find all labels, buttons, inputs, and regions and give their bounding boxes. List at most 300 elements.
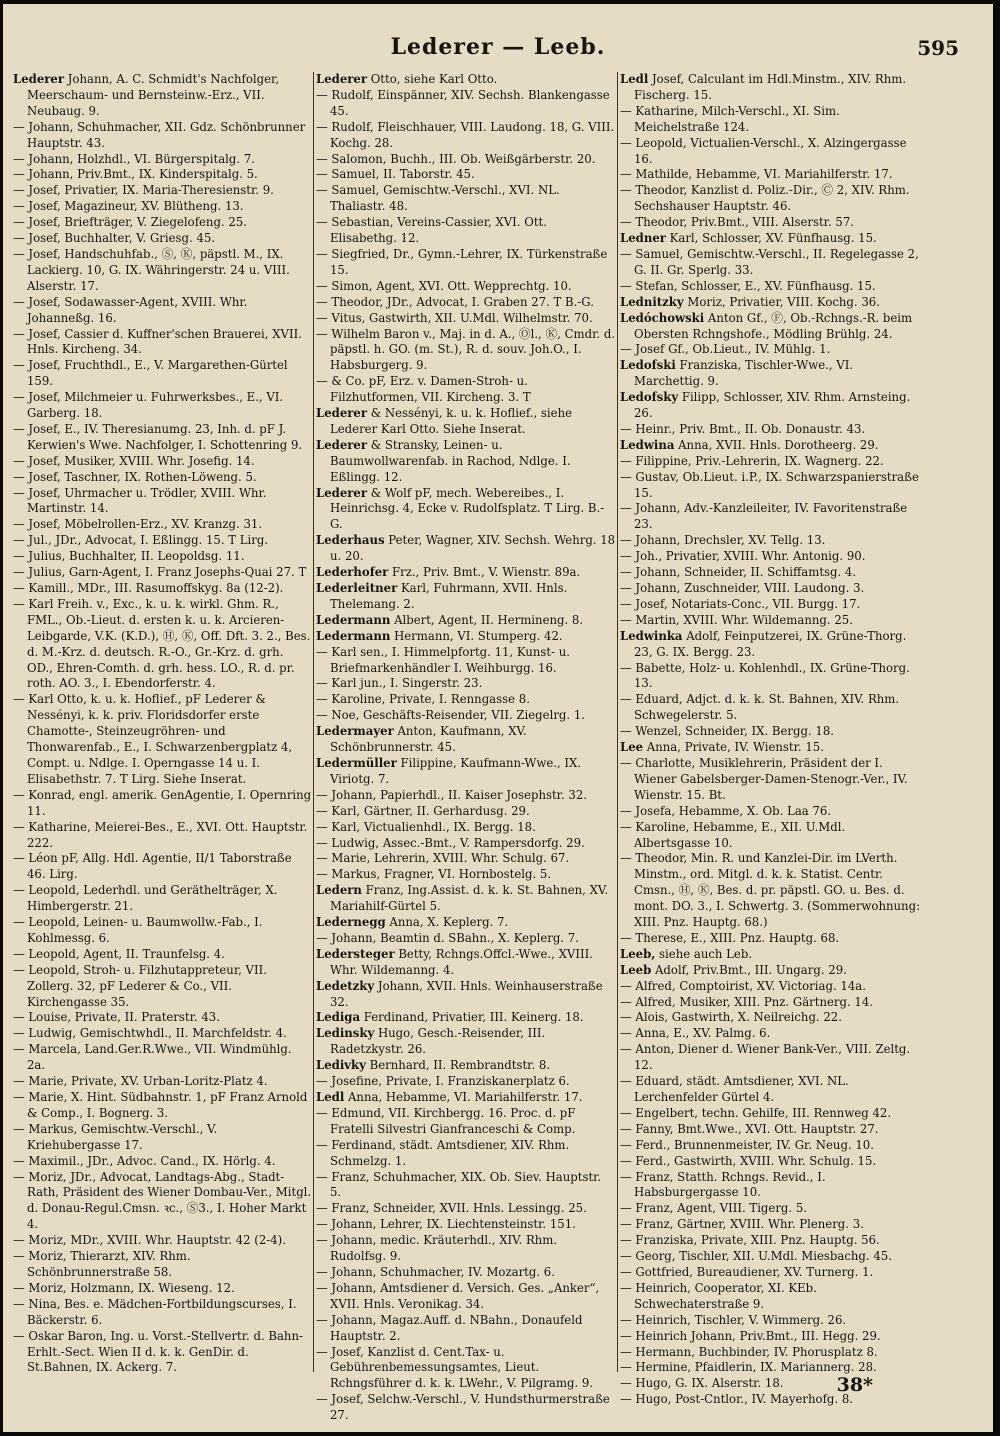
entry-text: Bernhard, II. Rembrandtstr. 8. (365, 1058, 551, 1073)
entry-text: Hugo, Gesch.-Reisender, III. Radetzkystr. 26. (330, 1026, 546, 1057)
entry-text: — Johann, Amtsdiener d. Versich. Ges. „Anker“, XVII. Hnls. Veronikag. 34. (316, 1280, 600, 1311)
directory-entry (620, 755, 923, 804)
entry-surname: Ledóchowski (620, 310, 705, 325)
entry-text: Anton Gf., Ⓕ, Ob.-Rchngs.-R. beim Obersten Rchngshofe., Mödling Brühlg. 24. (634, 310, 913, 341)
entry-text: Anna, Private, IV. Wienstr. 15. (643, 740, 824, 755)
directory-entry (316, 581, 616, 613)
entry-text: — Oskar Baron, Ing. u. Vorst.-Stellvertr. d. Bahn-Erhlt.-Sect. Wien II d. k. k. GenDir. d. St.Bahnen, IX. Ackerg. 7. (13, 1328, 303, 1375)
directory-entry (316, 676, 616, 692)
entry-text: — Martin, XVIII. Whr. Wildemanng. 25. (620, 612, 853, 627)
entry-text: — Josef, Handschuhfab., Ⓢ, Ⓚ, päpstl. M., IX. Lackierg. 10, G. IX. Währingerstr. 24 u. VIII. Alserstr. 17. (13, 246, 290, 293)
directory-entry (620, 660, 923, 693)
directory-entry (13, 72, 313, 120)
entry-text: — Johann, Schuhmacher, XII. Gdz. Schönbrunner Hauptstr. 43. (13, 119, 306, 150)
entry-text: — Johann, Priv.Bmt., IX. Kinderspitalg. 5. (13, 167, 258, 182)
entry-text: — Josef, Möbelrollen-Erz., XV. Kranzg. 31. (13, 517, 263, 532)
entry-surname: Lederer (316, 406, 368, 421)
entry-text: — Marie, Lehrerin, XVIII. Whr. Schulg. 67. (316, 851, 570, 866)
directory-entry (620, 1392, 923, 1408)
entry-text: — Josef Gf., Ob.Lieut., IV. Mühlg. 1. (620, 342, 831, 357)
entry-text: — Anna, E., XV. Palmg. 6. (620, 1026, 771, 1041)
directory-entry (13, 1010, 313, 1026)
directory-entry (316, 708, 616, 724)
directory-entry (620, 1328, 923, 1345)
directory-entry (13, 246, 313, 295)
entry-text: — Moriz, Holzmann, IX. Wieseng. 12. (13, 1280, 235, 1295)
entry-text: Franziska, Tischler-Wwe., VI. Marchettig. 9. (634, 358, 854, 389)
entry-text: — Charlotte, Musiklehrerin, Präsident der I. Wiener Gabelsberger-Damen-Stenogr.-Ver., IV. Wienstr. 15. Bt. (620, 755, 908, 802)
directory-entry (13, 851, 313, 883)
entry-text: Peter, Wagner, XIV. Sechsh. Wehrg. 18 u. 20. (330, 533, 616, 564)
entry-text: — Babette, Holz- u. Kohlenhdl., IX. Grüne-Thorg. 13. (620, 660, 910, 691)
entry-text: — Maximil., JDr., Advoc. Cand., IX. Hörlg. 4. (13, 1153, 276, 1168)
directory-entry (13, 326, 313, 359)
entry-surname: Lederer (13, 72, 65, 86)
entry-text: — Jul., JDr., Advocat, I. Eßlingg. 15. T Lirg. (13, 533, 269, 548)
entry-text: — Johann, Holzhdl., VI. Bürgerspitalg. 7. (13, 151, 255, 166)
directory-entry (316, 1201, 616, 1217)
directory-entry (620, 962, 923, 979)
entry-text: — Franz, Agent, VIII. Tigerg. 5. (620, 1201, 807, 1216)
directory-entry (316, 1233, 616, 1265)
entry-surname: Ledermayer (316, 724, 394, 739)
directory-entry (620, 1010, 923, 1026)
directory-entry (13, 1153, 313, 1170)
directory-entry (620, 1121, 923, 1138)
entry-text: — Engelbert, techn. Gehilfe, III. Rennweg 42. (620, 1105, 892, 1120)
entry-text: — Josef, Privatier, IX. Maria-Theresienstr. 9. (13, 183, 274, 198)
directory-entry (316, 533, 616, 565)
entry-text: & Wolf pF, mech. Webereibes., I. Heinrichsg. 4, Ecke v. Rudolfsplatz. T Lirg. B.-G. (330, 485, 605, 532)
directory-entry (620, 246, 923, 279)
entry-surname: Ledetzky (316, 978, 375, 993)
sheet-signature: 38* (836, 1374, 873, 1396)
entry-text: — Heinrich Johann, Priv.Bmt., III. Hegg. 29. (620, 1328, 881, 1343)
entry-text: — Johann, Zuschneider, VIII. Laudong. 3. (620, 581, 865, 595)
directory-entry (316, 1105, 616, 1138)
entry-text: Anna, X. Keplerg. 7. (385, 915, 509, 930)
entry-text: — Anton, Diener d. Wiener Bank-Ver., VIII. Zeltg. 12. (620, 1042, 911, 1073)
entry-text: — Johann, Magaz.Auff. d. NBahn., Donaufeld Hauptstr. 2. (316, 1312, 583, 1343)
directory-entry (316, 915, 616, 931)
directory-entry (316, 151, 616, 168)
entry-text: — Fanny, Bmt.Wwe., XVI. Ott. Hauptstr. 27. (620, 1121, 879, 1136)
entry-text: & Nessényi, k. u. k. Hoflief., siehe Lederer Karl Otto. Siehe Inserat. (330, 406, 573, 436)
directory-entry (316, 87, 616, 120)
entry-text: — Simon, Agent, XVI. Ott. Wepprechtg. 10. (316, 278, 572, 293)
entry-text: — Leopold, Lederhdl. und Geräthelträger, X. Himbergerstr. 21. (13, 883, 278, 914)
entry-surname: Lederhaus (316, 533, 385, 548)
page-title: Lederer — Leeb. (390, 34, 606, 60)
entry-text: Franz, Ing.Assist. d. k. k. St. Bahnen, XV. Mariahilf-Gürtel 5. (330, 883, 609, 914)
directory-entry (13, 469, 313, 486)
entry-text: Filippine, Kaufmann-Wwe., IX. Viriotg. 7. (330, 755, 582, 786)
directory-entry (13, 1042, 313, 1074)
directory-entry (316, 1090, 616, 1106)
entry-text: — Josef, Cassier d. Kuffner'schen Brauerei, XVII. Hnls. Kircheng. 34. (13, 326, 302, 357)
directory-entry (620, 819, 923, 852)
directory-entry (316, 294, 616, 311)
directory-entry (316, 72, 616, 88)
directory-entry (620, 72, 923, 104)
entry-text: — Marie, Private, XV. Urban-Loritz-Platz 4. (13, 1074, 268, 1089)
entry-text: — Alfred, Comptoirist, XV. Victoriag. 14a. (620, 978, 866, 993)
directory-entry (620, 342, 923, 358)
entry-surname: Ledern (316, 883, 362, 898)
entry-text: — Josef, Milchmeier u. Fuhrwerksbes., E., VI. Garberg. 18. (13, 390, 284, 421)
directory-entry (316, 1058, 616, 1074)
entry-text: Karl, Schlosser, XV. Fünfhausg. 15. (665, 231, 877, 246)
directory-entry (620, 358, 923, 390)
directory-entry (620, 1105, 923, 1122)
entry-surname: Ledermüller (316, 755, 397, 770)
directory-entry (13, 1328, 313, 1377)
directory-entry (316, 278, 616, 295)
directory-entry (620, 103, 923, 136)
entry-text: — Karl sen., I. Himmelpfortg. 11, Kunst- u. Briefmarkenhändler I. Weihburgg. 16. (316, 644, 570, 675)
directory-entry (13, 915, 313, 947)
directory-entry (316, 1312, 616, 1345)
entry-text: — Noe, Geschäfts-Reisender, VII. Ziegelrg. 1. (316, 708, 585, 723)
directory-entry (13, 421, 313, 454)
entry-text: — Josef, Sodawasser-Agent, XVIII. Whr. Johanneßg. 16. (13, 294, 248, 325)
entry-surname: Leeb (620, 962, 652, 977)
directory-entry (620, 183, 923, 215)
entry-text: — Josef, E., IV. Theresianumg. 23, Inh. d. pF J. Kerwien's Wwe. Nachfolger, I. Schottenring 9. (13, 421, 303, 452)
entry-text: — Josef, Notariats-Conc., VII. Burgg. 17. (620, 596, 861, 611)
entry-surname: Ledwina (620, 437, 675, 452)
entry-text: — Johann, medic. Kräuterhdl., XIV. Rhm. Rudolfsg. 9. (316, 1233, 558, 1264)
column-divider (617, 72, 618, 1372)
entry-text: — Josefine, Private, I. Franziskanerplatz 6. (316, 1074, 570, 1089)
entry-text: Frz., Priv. Bmt., V. Wienstr. 89a. (388, 565, 581, 580)
entry-text: — Ludwig, Assec.-Bmt., V. Rampersdorfg. 29. (316, 835, 585, 850)
directory-entry (13, 390, 313, 422)
directory-entry (620, 740, 923, 756)
directory-entry (13, 1169, 313, 1234)
entry-surname: Ledl (316, 1090, 345, 1104)
directory-entry (316, 835, 616, 852)
directory-entry (620, 596, 923, 613)
directory-entry (316, 1137, 616, 1170)
directory-page (3, 4, 993, 1432)
entry-text: — Nina, Bes. e. Mädchen-Fortbildungscurses, I. Bäckerstr. 6. (13, 1296, 297, 1327)
entry-text: — Josef, Taschner, IX. Rothen-Löweng. 5. (13, 469, 257, 484)
entry-text: — Georg, Tischler, XII. U.Mdl. Miesbachg. 45. (620, 1249, 892, 1264)
entry-surname: Lediga (316, 1010, 361, 1025)
directory-entry (620, 167, 923, 183)
directory-entry (620, 294, 923, 311)
entry-text: — Leopold, Stroh- u. Filzhutappreteur, VII. Zollerg. 32, pF Lederer & Co., VII. Kirchengasse 35. (13, 962, 267, 1009)
entry-text: — Ferd., Gastwirth, XVIII. Whr. Schulg. 15. (620, 1153, 877, 1168)
entry-surname: Ledofski (620, 358, 676, 373)
entry-text: — Johann, Drechsler, XV. Tellg. 13. (620, 533, 826, 548)
directory-entry (13, 1090, 313, 1122)
entry-text: Karl, Fuhrmann, XVII. Hnls. Thelemang. 2. (330, 581, 568, 611)
entry-text: — Josef, Buchhalter, V. Griesg. 45. (13, 231, 216, 246)
entry-text: — Franz, Statth. Rchngs. Revid., I. Habsburgergasse 10. (620, 1169, 826, 1200)
directory-entry (13, 596, 313, 692)
directory-entry (13, 883, 313, 915)
entry-text: — Johann, Papierhdl., II. Kaiser Josephstr. 32. (316, 787, 588, 802)
directory-entry (316, 1280, 616, 1313)
entry-text: Moriz, Privatier, VIII. Kochg. 36. (683, 294, 880, 309)
entry-text: — Eduard, Adjct. d. k. k. St. Bahnen, XIV. Rhm. Schwegelerstr. 5. (620, 692, 900, 723)
directory-entry (13, 1026, 313, 1042)
directory-entry (620, 1042, 923, 1074)
directory-entry (316, 883, 616, 915)
directory-entry (620, 469, 923, 502)
entry-surname: Ledersteger (316, 946, 395, 961)
directory-entry (620, 390, 923, 422)
entry-text: — Karoline, Private, I. Renngasse 8. (316, 692, 530, 707)
directory-entry (13, 119, 313, 152)
directory-entry (316, 755, 616, 788)
entry-text: — Konrad, engl. amerik. GenAgentie, I. Opernring 11. (13, 787, 312, 818)
directory-entry (620, 851, 923, 931)
entry-surname: Leeb, (620, 946, 656, 961)
entry-text: — Hugo, G. IX. Alserstr. 18. (620, 1376, 784, 1391)
entry-text: — Joh., Privatier, XVIII. Whr. Antonig. 90. (620, 549, 866, 564)
directory-entry (13, 231, 313, 247)
entry-surname: Lee (620, 740, 644, 755)
entry-surname: Ledner (620, 231, 666, 246)
entry-text: — Ferd., Brunnenmeister, IV. Gr. Neug. 10. (620, 1137, 874, 1152)
directory-entry (620, 135, 923, 168)
entry-text: Adolf, Priv.Bmt., III. Ungarg. 29. (651, 962, 847, 977)
entry-text: — Sebastian, Vereins-Cassier, XVI. Ott. Elisabethg. 12. (316, 215, 547, 246)
directory-entry (13, 819, 313, 852)
entry-text: — Franziska, Private, XIII. Pnz. Hauptg. 56. (620, 1233, 880, 1248)
directory-entry (316, 183, 616, 215)
directory-entry (316, 326, 616, 375)
entry-text: & Stransky, Leinen- u. Baumwollwarenfab. in Rachod, Ndlge. I. Eßlingg. 12. (330, 437, 571, 484)
directory-entry (620, 1376, 923, 1392)
entry-text: — Karoline, Hebamme, E., XII. U.Mdl. Albertsgasse 10. (620, 819, 846, 850)
directory-entry (13, 167, 313, 183)
entry-text: — Wenzel, Schneider, IX. Bergg. 18. (620, 724, 834, 739)
directory-entry (620, 501, 923, 533)
entry-text: — Leopold, Victualien-Verschl., X. Alzingergasse 16. (620, 135, 907, 166)
directory-entry (316, 946, 616, 979)
entry-text: — Johann, Schuhmacher, IV. Mozartg. 6. (316, 1264, 555, 1279)
directory-entry (13, 692, 313, 787)
entry-text: — Marcela, Land.Ger.R.Wwe., VII. Windmühlg. 2a. (13, 1042, 292, 1073)
entry-surname: Lederleitner (316, 581, 398, 595)
entry-surname: Ledivky (316, 1058, 366, 1073)
entry-text: — Markus, Fragner, VI. Hornbostelg. 5. (316, 867, 552, 882)
entry-text: — Heinr., Priv. Bmt., II. Ob. Donaustr. 43. (620, 421, 866, 436)
directory-entry (13, 183, 313, 199)
directory-entry (316, 119, 616, 152)
directory-entry (620, 581, 923, 597)
directory-entry (316, 851, 616, 867)
entry-text: — Alois, Gastwirth, X. Neilreichg. 22. (620, 1010, 842, 1025)
directory-entry (620, 437, 923, 454)
entry-text: — Katharine, Meierei-Bes., E., XVI. Ott. Hauptstr. 222. (13, 819, 308, 850)
entry-text: — Marie, X. Hint. Südbahnstr. 1, pF Franz Arnold & Comp., I. Bognerg. 3. (13, 1090, 308, 1120)
entry-text: — Johann, Lehrer, IX. Liechtensteinstr. 151. (316, 1217, 576, 1232)
directory-entry (620, 1217, 923, 1233)
directory-entry (620, 1312, 923, 1329)
directory-entry (620, 453, 923, 470)
directory-entry (620, 692, 923, 724)
entry-text: — Hugo, Post-Cntlor., IV. Mayerhofg. 8. (620, 1392, 853, 1407)
directory-entry (13, 151, 313, 168)
entry-text: — Stefan, Schlosser, E., XV. Fünfhausg. 15. (620, 278, 876, 293)
directory-entry (316, 437, 616, 486)
entry-text: — & Co. pF, Erz. v. Damen-Stroh- u. Filzhutformen, VII. Kircheng. 3. T (316, 374, 531, 405)
directory-entry (620, 1137, 923, 1154)
entry-surname: Lederer (316, 437, 368, 452)
entry-text: — Gustav, Ob.Lieut. i.P., IX. Schwarzspanierstraße 15. (620, 469, 919, 500)
entry-text: Josef, Calculant im Hdl.Minstm., XIV. Rhm. Fischerg. 15. (634, 72, 907, 102)
directory-entry (620, 215, 923, 231)
directory-entry (620, 421, 923, 438)
entry-text: — Salomon, Buchh., III. Ob. Weißgärberstr. 20. (316, 151, 596, 166)
directory-entry (620, 724, 923, 740)
entry-text: — Eduard, städt. Amtsdiener, XVI. NL. Lerchenfelder Gürtel 4. (620, 1074, 849, 1104)
directory-entry (620, 278, 923, 295)
entry-text: — Samuel, Gemischtw.-Verschl., II. Regelegasse 2, G. II. Gr. Sperlg. 33. (620, 246, 919, 277)
entry-text: — Therese, E., XIII. Pnz. Hauptg. 68. (620, 930, 840, 945)
entry-text: Anton, Kaufmann, XV. Schönbrunnerstr. 45. (330, 724, 527, 755)
entry-text: — Johann, Adv.-Kanzleileiter, IV. Favoritenstraße 23. (620, 501, 908, 532)
directory-entry (13, 517, 313, 533)
directory-entry (620, 930, 923, 947)
entry-text: — Leopold, Leinen- u. Baumwollw.-Fab., I. Kohlmessg. 6. (13, 915, 263, 945)
entry-text: Hermann, VI. Stumperg. 42. (390, 628, 563, 643)
directory-entry (13, 787, 313, 820)
directory-entry (620, 231, 923, 247)
entry-text: — Wilhelm Baron v., Maj. in d. A., Ⓞl., Ⓚ, Cmdr. d. päpstl. h. GO. (m. St.), R. d. souv. Joh.O., I. Habsburgerg. 9. (316, 326, 616, 373)
directory-entry (620, 1201, 923, 1217)
directory-entry (316, 1217, 616, 1233)
entry-text: — Heinrich, Cooperator, XI. KEb. Schwechaterstraße 9. (620, 1280, 817, 1311)
entry-text: — Samuel, II. Taborstr. 45. (316, 167, 475, 182)
entry-text: Albert, Agent, II. Hermineng. 8. (390, 612, 584, 627)
entry-text: — Mathilde, Hebamme, VI. Mariahilferstr. 17. (620, 167, 893, 182)
directory-entry (13, 581, 313, 597)
entry-surname: Ledofsky (620, 390, 679, 405)
entry-text: Ferdinand, Privatier, III. Keinerg. 18. (360, 1010, 584, 1025)
entry-text: Adolf, Feinputzerei, IX. Grüne-Thorg. 23, G. IX. Bergg. 23. (634, 628, 907, 659)
entry-text: — Léon pF, Allg. Hdl. Agentie, II/1 Taborstraße 46. Lirg. (13, 851, 292, 882)
entry-text: — Josef, Kanzlist d. Cent.Tax- u. Gebührenbemessungsamtes, Lieut. Rchngsführer d. k. k. LWehr., V. Pilgramg. 9. (316, 1344, 594, 1391)
directory-entry (13, 1280, 313, 1297)
directory-entry (13, 549, 313, 565)
entry-surname: Ledermann (316, 612, 391, 627)
entry-text: — Gottfried, Bureaudiener, XV. Turnerg. 1. (620, 1264, 874, 1279)
directory-entry (13, 1249, 313, 1281)
entry-text: Filipp, Schlosser, XIV. Rhm. Arnsteing. 26. (634, 390, 911, 421)
entry-text: — Theodor, Min. R. und Kanzlei-Dir. im LVerth. Minstm., ord. Mitgl. d. k. k. Statist. Centr. Cmsn., Ⓗ, Ⓚ, Bes. d. pr. päpstl. GO. u. Bes. d. mont. DO. 3., I. Schwertg. 3. (Sommerwohnung: XIII. Pnz. Hauptg. 68.) (620, 851, 921, 930)
directory-entry (316, 819, 616, 836)
entry-text: — Theodor, Priv.Bmt., VIII. Alserstr. 57. (620, 215, 854, 230)
directory-entry (620, 1249, 923, 1265)
directory-entry (316, 565, 616, 581)
entry-text: — Moriz, Thierarzt, XIV. Rhm. Schönbrunnerstraße 58. (13, 1249, 191, 1279)
entry-text: siehe auch Leb. (655, 946, 753, 961)
directory-entry (620, 1344, 923, 1361)
entry-text: — Julius, Buchhalter, II. Leopoldsg. 11. (13, 549, 245, 564)
entry-text: — Edmund, VII. Kirchbergg. 16. Proc. d. pF Fratelli Silvestri Gianfranceschi & Comp. (316, 1105, 576, 1136)
directory-entry (316, 628, 616, 645)
entry-text: Anna, Hebamme, VI. Mariahilferstr. 17. (344, 1090, 583, 1104)
directory-entry (316, 1074, 616, 1090)
directory-entry (13, 533, 313, 549)
entry-surname: Ledernegg (316, 915, 386, 930)
entry-text: — Josef, Musiker, XVIII. Whr. Josefig. 14. (13, 453, 255, 468)
entry-text: — Rudolf, Fleischhauer, VIII. Laudong. 18, G. VIII. Kochg. 28. (316, 119, 615, 150)
entry-text: — Josefa, Hebamme, X. Ob. Laa 76. (620, 803, 832, 818)
entry-text: — Julius, Garn-Agent, I. Franz Josephs-Quai 27. T (13, 565, 307, 580)
directory-entry (620, 978, 923, 995)
entry-text: — Heinrich, Tischler, V. Wimmerg. 26. (620, 1312, 847, 1327)
directory-entry (620, 1153, 923, 1170)
directory-entry (620, 1169, 923, 1202)
directory-entry (620, 310, 923, 343)
directory-entry (620, 533, 923, 549)
entry-text: — Hermine, Pfaidlerin, IX. Mariannerg. 28. (620, 1360, 877, 1375)
entry-text: — Karl, Gärtner, II. Gerhardusg. 29. (316, 803, 530, 818)
directory-entry (13, 1296, 313, 1329)
entry-text: — Moriz, MDr., XVIII. Whr. Hauptstr. 42 (2-4). (13, 1233, 286, 1248)
directory-entry (316, 1010, 616, 1026)
entry-text: Johann, A. C. Schmidt's Nachfolger, Meerschaum- und Bernsteinw.-Erz., VII. Neubaug. 9. (27, 72, 280, 118)
directory-entry (620, 612, 923, 629)
entry-text: — Karl, Victualienhdl., IX. Bergg. 18. (316, 819, 536, 834)
directory-entry (316, 406, 616, 438)
directory-entry (13, 565, 313, 581)
directory-entry (620, 946, 923, 963)
entry-text: — Siegfried, Dr., Gymn.-Lehrer, IX. Türkenstraße 15. (316, 246, 608, 277)
directory-entry (316, 803, 616, 820)
entry-text: — Alfred, Musiker, XIII. Pnz. Gärtnerg. 14. (620, 994, 873, 1009)
entry-text: — Karl jun., I. Singerstr. 23. (316, 676, 483, 691)
directory-entry (13, 962, 313, 1011)
directory-entry (316, 867, 616, 883)
directory-entry (13, 485, 313, 518)
directory-entry (620, 1280, 923, 1313)
directory-entry (316, 374, 616, 406)
entry-text: — Franz, Schneider, XVII. Hnls. Lessingg. 25. (316, 1201, 587, 1216)
entry-surname: Lederer (316, 72, 368, 86)
entry-text: — Josef, Magazineur, XV. Blütheng. 13. (13, 199, 244, 214)
directory-entry (620, 994, 923, 1011)
entry-text: — Josef, Briefträger, V. Ziegelofeng. 25. (13, 215, 247, 230)
directory-entry (316, 1344, 616, 1393)
entry-text: — Moriz, JDr., Advocat, Landtags-Abg., Stadt-Rath, Präsident des Wiener Dombau-Ver., Mitgl. d. Donau-Regul.Cmsn. ꝛc., Ⓢ3., I. Hoher Markt 4. (13, 1169, 312, 1232)
directory-entry (316, 644, 616, 677)
entry-text: — Josef, Selchw.-Verschl., V. Hundsthurmerstraße 27. (316, 1392, 610, 1423)
directory-entry (13, 453, 313, 470)
directory-entry (316, 692, 616, 708)
directory-entry (316, 1264, 616, 1281)
page-number: 595 (917, 36, 959, 60)
directory-entry (316, 167, 616, 183)
directory-entry (620, 565, 923, 581)
directory-entry (316, 787, 616, 804)
directory-entry (13, 358, 313, 390)
entry-surname: Ledl (620, 72, 649, 86)
entry-text: Otto, siehe Karl Otto. (367, 72, 498, 86)
entry-surname: Ledermann (316, 628, 391, 643)
entry-text: — Samuel, Gemischtw.-Verschl., XVI. NL. Thaliastr. 48. (316, 183, 560, 214)
entry-text: — Johann, Schneider, II. Schiffamtsg. 4. (620, 565, 857, 580)
entry-text: — Filippine, Priv.-Lehrerin, IX. Wagnerg. 22. (620, 453, 884, 468)
entry-surname: Ledinsky (316, 1026, 375, 1041)
